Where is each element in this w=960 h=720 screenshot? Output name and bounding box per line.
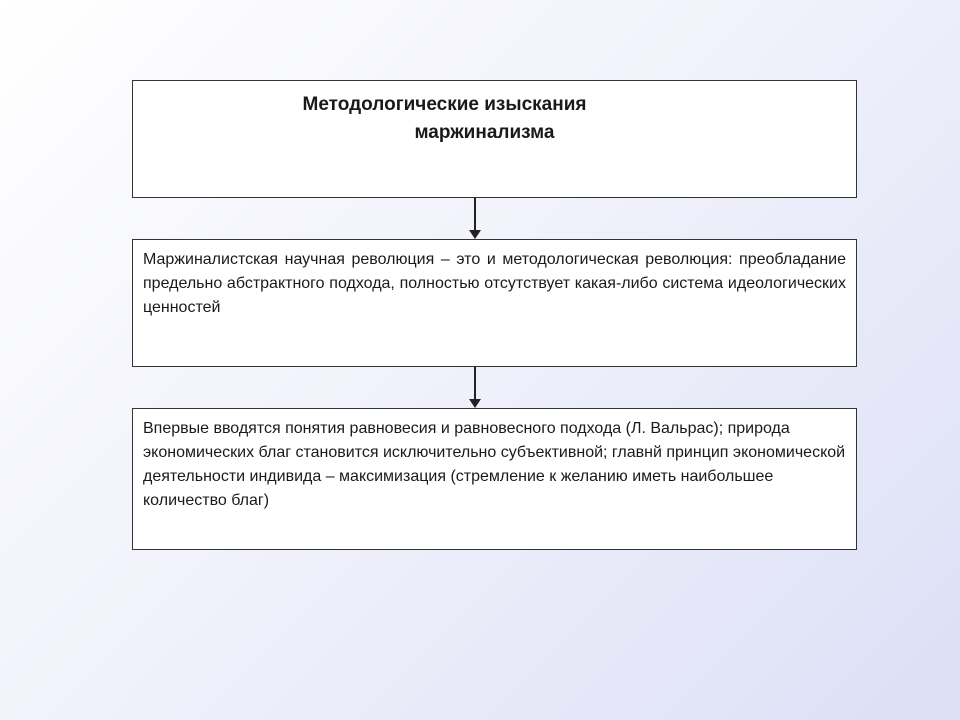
title-line-2: маржинализма: [414, 122, 555, 143]
arrow-shaft: [474, 198, 476, 230]
concepts-box: [132, 408, 857, 550]
revolution-box: [132, 239, 857, 367]
concepts-text: Впервые вводятся понятия равновесия и равновесного подхода (Л. Вальрас); природа экономических благ становится исключительно субъективной; главнй принцип экономической деятельности индивида – максимизация (стремление к желанию иметь наибольшее количество благ): [143, 420, 846, 509]
arrow-head-icon: [469, 230, 481, 239]
revolution-text: Маржиналистская научная революция – это и методологическая революция: преобладание предельно абстрактного подхода, полностью отсутствует какая-либо система идеологических ценностей: [143, 251, 846, 316]
connector-arrow-1: [472, 198, 478, 239]
connector-arrow-2: [472, 367, 478, 408]
arrow-shaft: [474, 367, 476, 399]
title-box: [132, 80, 857, 198]
title-line-1: Методологические изыскания: [302, 94, 587, 115]
arrow-head-icon: [469, 399, 481, 408]
diagram-title: [133, 91, 856, 147]
